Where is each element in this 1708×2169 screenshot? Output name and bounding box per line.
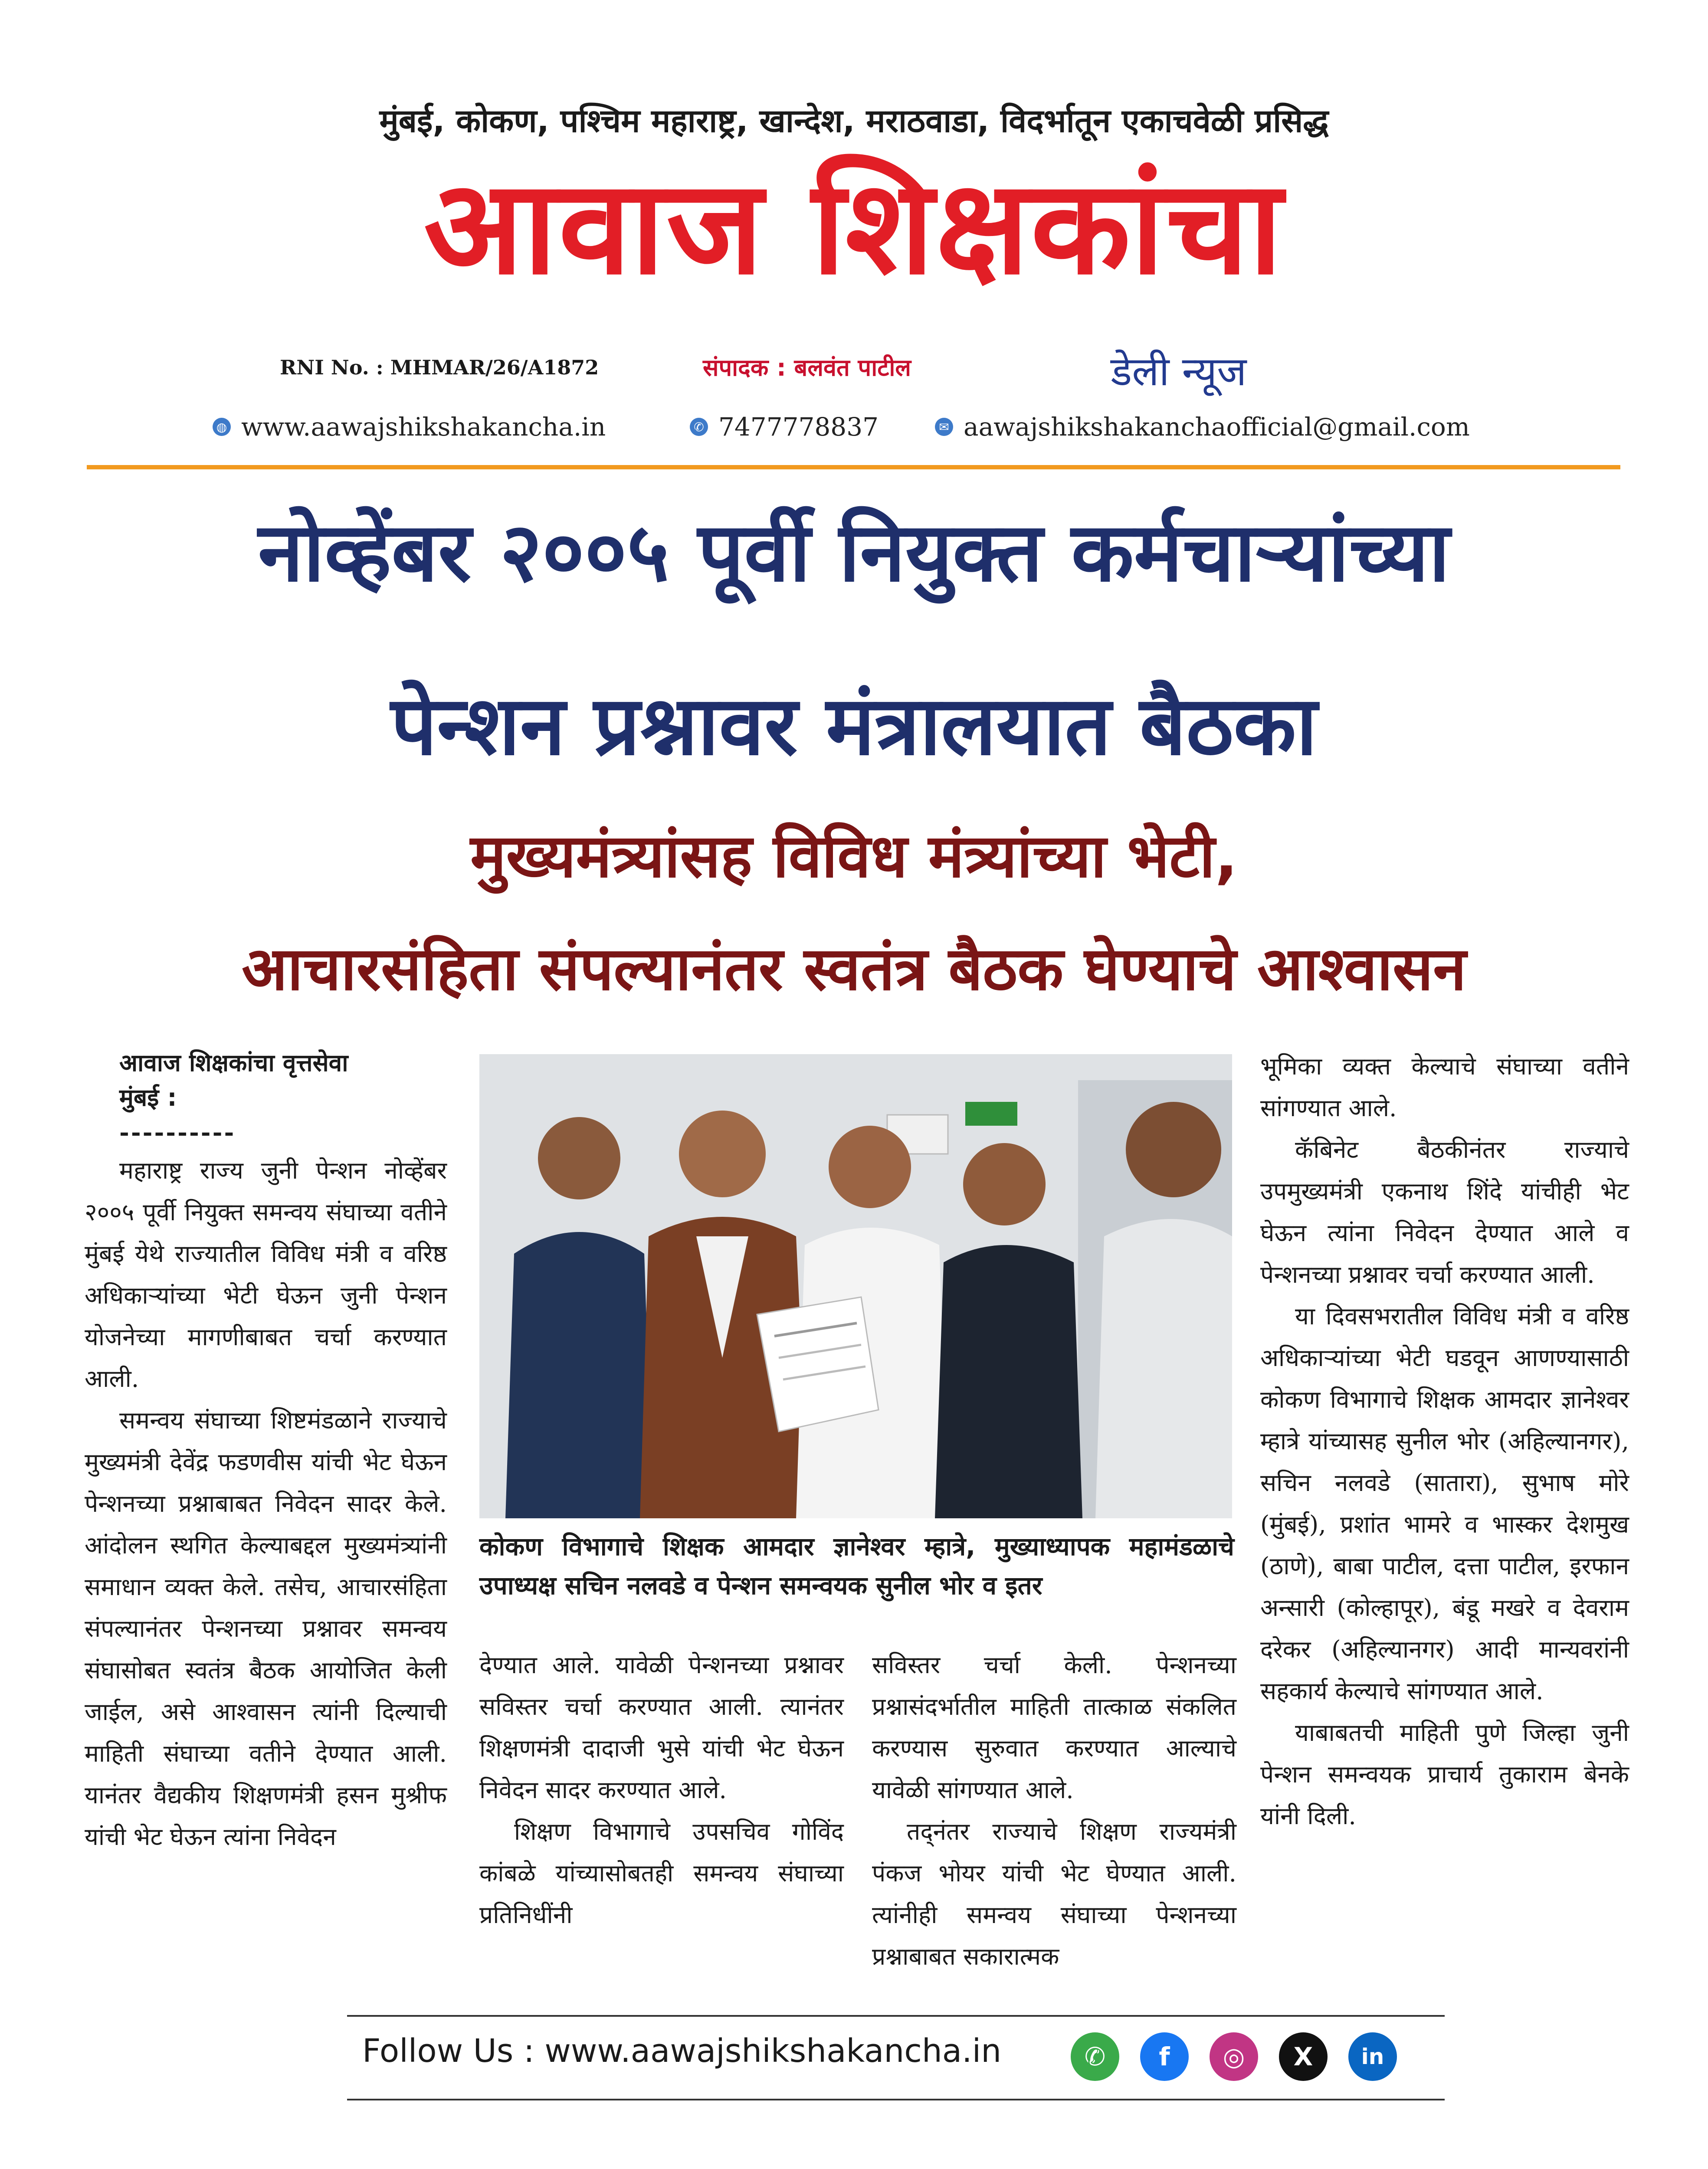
paragraph: याबाबतची माहिती पुणे जिल्हा जुनी पेन्शन समन्वयक प्राचार्य तुकाराम बेनके यांनी दिली. — [1260, 1719, 1629, 1830]
editor-name: संपादक : बलवंत पाटील — [703, 354, 911, 381]
follow-us-link[interactable]: Follow Us : www.aawajshikshakancha.in — [362, 2032, 1002, 2070]
news-photo-illustration — [479, 1054, 1232, 1518]
facebook-icon[interactable]: f — [1140, 2032, 1189, 2081]
article-column-3 — [872, 1644, 1236, 1977]
email-text: aawajshikshakanchaofficial@gmail.com — [964, 412, 1470, 442]
photo-caption: कोकण विभागाचे शिक्षक आमदार ज्ञानेश्वर म्हात्रे, मुख्याध्यापक महामंडळाचे उपाध्यक्ष सचिन नलवडे व पेन्शन समन्वयक सुनील भोर व इतर — [479, 1532, 1234, 1600]
x-icon[interactable]: X — [1279, 2032, 1328, 2081]
headline-line-2: पेन्शन प्रश्नावर मंत्रालयात बैठका — [390, 678, 1318, 773]
article-column-2 — [479, 1644, 844, 1936]
phone-icon: ✆ — [690, 418, 708, 436]
header-rule — [87, 465, 1620, 469]
masthead-title: आवाज शिक्षकांचा — [423, 152, 1285, 303]
globe-icon: ◍ — [213, 418, 231, 436]
rni-number: RNI No. : MHMAR/26/A1872 — [280, 356, 599, 379]
news-photo — [479, 1054, 1232, 1518]
phone-text: 7477778837 — [718, 412, 879, 442]
paragraph: देण्यात आले. यावेळी पेन्शनच्या प्रश्नावर सविस्तर चर्चा करण्यात आली. त्यानंतर शिक्षणमंत्री दादाजी भुसे यांची भेट घेऊन निवेदन सादर करण्यात आले. — [479, 1651, 844, 1804]
paragraph: तद्नंतर राज्याचे शिक्षण राज्यमंत्री पंकज भोयर यांची भेट घेण्यात आली. त्यांनीही समन्वय संघाच्या पेन्शनच्या प्रश्नाबाबत सकारात्मक — [872, 1818, 1236, 1970]
paragraph: भूमिका व्यक्त केल्याचे संघाच्या वतीने सांगण्यात आले. — [1260, 1052, 1629, 1122]
subheadline-line-1: मुख्यमंत्र्यांसह विविध मंत्र्यांच्या भेटी, — [470, 821, 1238, 891]
paragraph: सविस्तर चर्चा केली. पेन्शनच्या प्रश्नासंदर्भातील माहिती तात्काळ संकलित करण्यास सुरुवात करण्यात आल्याचे यावेळी सांगण्यात आले. — [872, 1651, 1236, 1804]
article-column-4 — [1260, 1045, 1629, 1837]
paragraph: समन्वय संघाच्या शिष्टमंडळाने राज्याचे मुख्यमंत्री देवेंद्र फडणवीस यांची भेट घेऊन पेन्शनच्या प्रश्नाबाबत निवेदन सादर केले. आंदोलन स्थगित केल्याबद्दल मुख्यमंत्र्यांनी समाधान व्यक्त केले. तसेच, आचारसंहिता संपल्यानंतर पेन्शनच्या प्रश्नावर समन्वय संघासोबत स्वतंत्र बैठक आयोजित केली जाईल, असे आश्वासन त्यांनी दिल्याची माहिती संघाच्या वतीने देण्यात आली. यानंतर वैद्यकीय शिक्षणमंत्री हसन मुश्रीफ यांची भेट घेऊन त्यांना निवेदन — [85, 1406, 447, 1851]
website-text: www.aawajshikshakancha.in — [241, 412, 606, 442]
paragraph: या दिवसभरातील विविध मंत्री व वरिष्ठ अधिकाऱ्यांच्या भेटी घडवून आणण्यासाठी कोकण विभागाचे शिक्षक आमदार ज्ञानेश्वर म्हात्रे यांच्यासह सुनील भोर (अहिल्यानगर), सचिन नलवडे (सातारा), सुभाष मोरे (मुंबई), प्रशांत भामरे व भास्कर देशमुख (ठाणे), बाबा पाटील, दत्ता पाटील, इरफान अन्सारी (कोल्हापूर), बंडू मखरे व देवराम दरेकर (अहिल्यानगर) आदी मान्यवरांनी सहकार्य केल्याचे सांगण्यात आले. — [1260, 1302, 1629, 1705]
footer-rule-bottom — [347, 2099, 1445, 2100]
byline: आवाज शिक्षकांचा वृत्तसेवा — [119, 1049, 348, 1077]
paragraph: महाराष्ट्र राज्य जुनी पेन्शन नोव्हेंबर २००५ पूर्वी नियुक्त समन्वय संघाच्या वतीने मुंबई येथे राज्यातील विविध मंत्री व वरिष्ठ अधिकाऱ्यांच्या भेटी घेऊन जुनी पेन्शन योजनेच्या मागणीबाबत चर्चा करण्यात आली. — [85, 1157, 447, 1392]
exit-sign-icon — [965, 1102, 1017, 1126]
footer-rule-top — [347, 2015, 1445, 2017]
headline-line-1: नोव्हेंबर २००५ पूर्वी नियुक्त कर्मचाऱ्यांच्या — [258, 505, 1450, 600]
instagram-icon[interactable]: ◎ — [1210, 2032, 1258, 2081]
separator: ---------- — [119, 1118, 236, 1146]
contact-website[interactable] — [213, 412, 606, 442]
document-icon — [757, 1297, 879, 1432]
mail-icon: ✉ — [935, 418, 953, 436]
article-column-1 — [85, 1045, 447, 1858]
contact-email[interactable] — [935, 412, 1470, 442]
contact-phone[interactable] — [690, 412, 879, 442]
whatsapp-icon[interactable]: ✆ — [1071, 2032, 1119, 2081]
masthead-tagline: मुंबई, कोकण, पश्चिम महाराष्ट्र, खान्देश, मराठवाडा, विदर्भातून एकाचवेळी प्रसिद्ध — [379, 102, 1329, 140]
subheadline-line-2: आचारसंहिता संपल्यानंतर स्वतंत्र बैठक घेण्याचे आश्वासन — [242, 934, 1466, 1004]
paragraph: कॅबिनेट बैठकीनंतर राज्याचे उपमुख्यमंत्री एकनाथ शिंदे यांचीही भेट घेऊन त्यांना निवेदन देण्यात आले व पेन्शनच्या प्रश्नावर चर्चा करण्यात आली. — [1260, 1136, 1629, 1288]
edition-label: डेली न्यूज — [1111, 348, 1247, 395]
dateline: मुंबई : — [119, 1084, 177, 1111]
linkedin-icon[interactable]: in — [1348, 2032, 1397, 2081]
paragraph: शिक्षण विभागाचे उपसचिव गोविंद कांबळे यांच्यासोबतही समन्वय संघाच्या प्रतिनिधींनी — [479, 1818, 844, 1929]
